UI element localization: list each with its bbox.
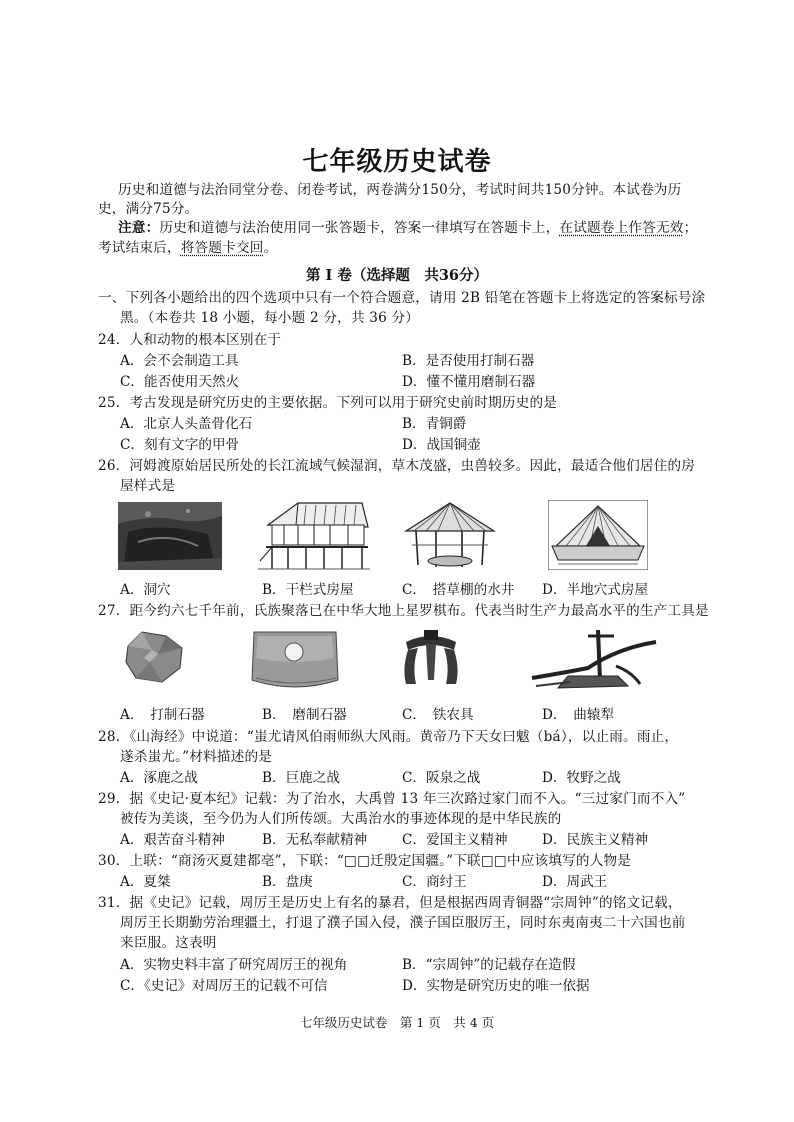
question-26-stem-2: 屋样式是 [120, 478, 176, 494]
chipped-stone-image [122, 628, 188, 686]
question-28-stem-2: 遂杀蚩尤。”材料描述的是 [120, 749, 273, 765]
section-instruction-2: 黑。（本卷共 18 小题，每小题 2 分，共 36 分） [120, 310, 420, 326]
question-number: 30． [98, 853, 130, 869]
question-number: 27． [98, 603, 130, 619]
notice-label: 注意： [118, 220, 160, 236]
notice-line2-a: 考试结束后， [98, 240, 181, 256]
section-heading: 第 I 卷（选择题 共36分） [305, 267, 489, 284]
section-instruction-1: 一、下列各小题给出的四个选项中只有一个符合题意，请用 2B 铅笔在答题卡上将选定的答案标号涂 [98, 290, 706, 306]
question-text: 据《史记》记载，周厉王是历史上有名的暴君，但是根据西周青铜器“宗周钟”的铭文记载， [129, 895, 682, 911]
question-text: 河姆渡原始居民所处的长江流域气候湿润，草木茂盛，虫兽较多。因此，最适合他们居住的房 [129, 458, 696, 474]
question-number: 24． [98, 332, 130, 348]
question-24-stem [98, 330, 281, 350]
q29-option-b: B．无私奉献精神 [262, 832, 368, 848]
q25-option-b: B．青铜爵 [402, 416, 467, 432]
q28-option-a: A．涿鹿之战 [120, 770, 198, 786]
question-text: 据《史记·夏本纪》记载：为了治水，大禹曾 13 年三次路过家门而不入。“三过家门而不入” [129, 791, 686, 807]
notice-line-1 [118, 218, 697, 238]
q29-option-d: D．民族主义精神 [542, 832, 649, 848]
notice-line2-end: 。 [263, 240, 278, 256]
q26-option-b: B．干栏式房屋 [262, 582, 354, 598]
q25-option-a: A．北京人头盖骨化石 [120, 416, 253, 432]
q31-option-c: C．《史记》对周厉王的记载不可信 [120, 978, 328, 994]
notice-line-2 [98, 238, 277, 258]
q27-option-b: B． 磨制石器 [262, 707, 347, 723]
intro-line-2: 史，满分75分。 [98, 201, 199, 217]
cave-image [118, 502, 222, 570]
question-number: 29． [98, 791, 130, 807]
curved-plow-image [528, 628, 660, 692]
question-number: 25． [98, 395, 130, 411]
q26-option-c: C． 搭草棚的水井 [402, 582, 515, 598]
page-title: 七年级历史试卷 [302, 147, 492, 177]
q31-option-b: B．“宗周钟”的记载存在造假 [402, 957, 576, 973]
intro-line-1: 历史和道德与法治同堂分卷、闭卷考试，两卷满分150分，考试时间共150分钟。本试卷为历 [118, 182, 682, 198]
q24-option-b: B．是否使用打制石器 [402, 353, 535, 369]
question-30-stem [98, 851, 631, 871]
notice-end: ； [683, 220, 698, 236]
q28-option-c: C．阪泉之战 [402, 770, 481, 786]
question-text: 人和动物的根本区别在于 [129, 332, 282, 348]
page-footer: 七年级历史试卷 第 1 页 共 4 页 [299, 1015, 495, 1030]
question-31-stem [98, 893, 682, 913]
q26-option-d: D．半地穴式房屋 [542, 582, 649, 598]
notice-text: 历史和道德与法治使用同一张答题卡，答案一律填写在答题卡上， [159, 220, 560, 236]
q31-option-d: D．实物是研究历史的唯一依据 [402, 978, 590, 994]
q27-option-c: C． 铁农具 [402, 707, 474, 723]
question-26-stem [98, 456, 695, 476]
q27-option-a: A． 打制石器 [120, 707, 205, 723]
question-number: 26． [98, 458, 130, 474]
q24-option-c: C．能否使用天然火 [120, 374, 240, 390]
semi-pit-house-image [548, 500, 648, 570]
question-number: 31． [98, 895, 130, 911]
q25-option-d: D．战国铜壶 [402, 437, 481, 453]
q30-option-d: D．周武王 [542, 874, 608, 890]
question-text: 《山海经》中说道：“蚩尤请风伯雨师纵大风雨。黄帝乃下天女曰魃（bá），以止雨。雨止， [129, 729, 679, 745]
notice-emphasis: 在试题卷上作答无效 [559, 220, 684, 236]
question-31-stem-3: 来臣服。这表明 [120, 935, 217, 951]
question-text: 距今约六七千年前，氏族聚落已在中华大地上星罗棋布。代表当时生产力最高水平的生产工具是 [129, 603, 709, 619]
q28-option-b: B．巨鹿之战 [262, 770, 340, 786]
q28-option-d: D．牧野之战 [542, 770, 621, 786]
iron-tool-image [396, 628, 466, 688]
question-28-stem [98, 727, 678, 747]
q24-option-d: D．懂不懂用磨制石器 [402, 374, 536, 390]
q27-option-d: D． 曲辕犁 [542, 707, 615, 723]
thatched-well-image [402, 501, 498, 571]
question-27-stem [98, 601, 709, 621]
q30-option-b: B．盘庚 [262, 874, 313, 890]
q24-option-a: A．会不会制造工具 [120, 353, 239, 369]
q25-option-c: C．刻有文字的甲骨 [120, 437, 240, 453]
q30-option-c: C．商纣王 [402, 874, 467, 890]
question-text: 上联：“商汤灭夏建都亳”，下联：“□□迁殷定国疆。”下联□□中应该填写的人物是 [129, 853, 632, 869]
notice-line2-emphasis: 将答题卡交回 [180, 240, 264, 256]
polished-stone-image [248, 628, 342, 694]
stilt-house-image [258, 499, 370, 573]
question-31-stem-2: 周厉王长期勤劳治理疆土，打退了濮子国入侵，濮子国臣服厉王，同时东夷南夷二十六国也前 [120, 915, 686, 931]
q29-option-a: A．艰苦奋斗精神 [120, 832, 225, 848]
q31-option-a: A．实物史料丰富了研究周厉王的视角 [120, 957, 348, 973]
q26-option-a: A．洞穴 [120, 582, 171, 598]
question-29-stem [98, 789, 685, 809]
question-25-stem [98, 393, 557, 413]
question-text: 考古发现是研究历史的主要依据。下列可以用于研究史前时期历史的是 [129, 395, 558, 411]
question-number: 28． [98, 729, 130, 745]
q29-option-c: C．爱国主义精神 [402, 832, 508, 848]
q30-option-a: A．夏桀 [120, 874, 171, 890]
question-29-stem-2: 被传为美谈，至今仍为人们所传颂。大禹治水的事迹体现的是中华民族的 [120, 811, 562, 827]
